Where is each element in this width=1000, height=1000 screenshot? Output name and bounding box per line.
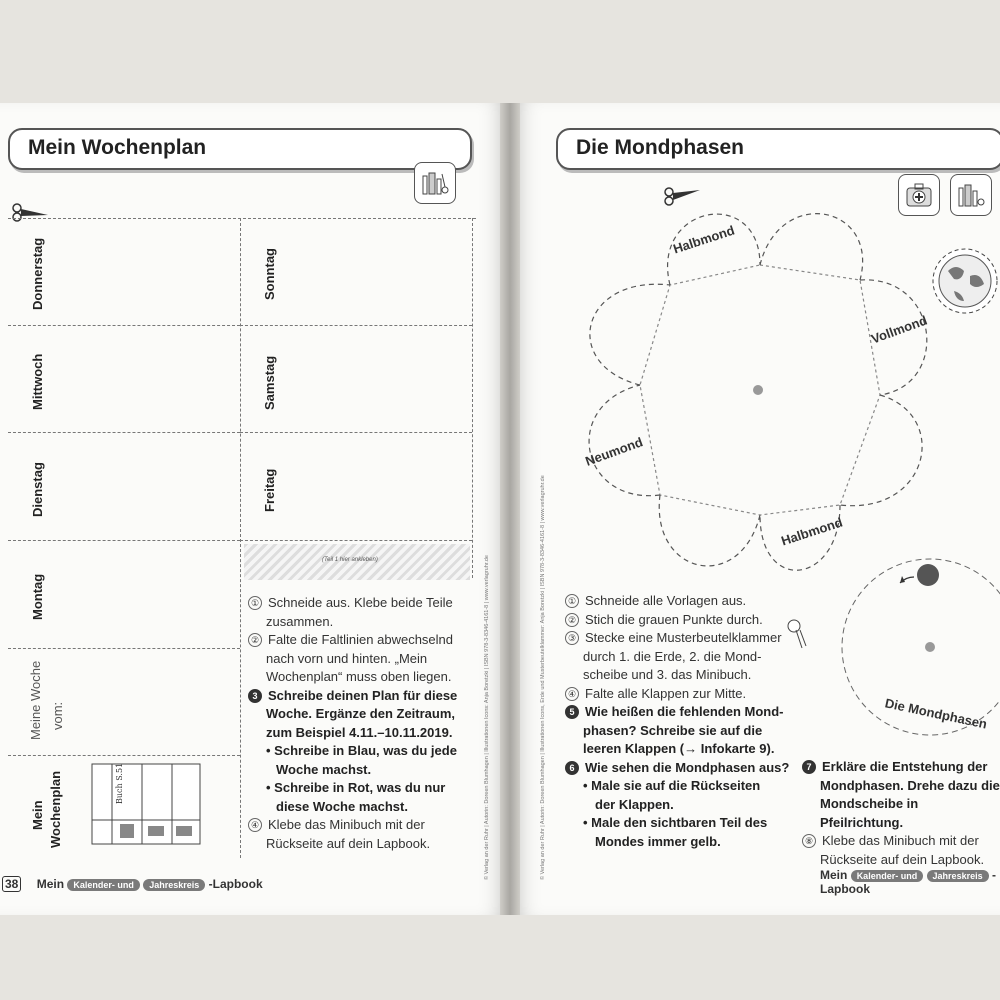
right-page-title: Die Mondphasen <box>576 136 745 159</box>
meine-woche-label: Meine Woche <box>28 660 43 740</box>
day-label-samstag: Samstag <box>262 355 277 410</box>
scissors-icon-right <box>664 186 704 211</box>
mein-label: Mein <box>30 800 45 830</box>
day-label-sonntag: Sonntag <box>262 248 277 300</box>
glue-note: (Teil 1 hier ankleben) <box>322 557 378 563</box>
vom-label: vom: <box>50 701 65 730</box>
wochenplan-illustration <box>90 760 205 855</box>
right-footer: Mein Kalender- und Jahreskreis -Lapbook <box>820 868 996 896</box>
earth-icon <box>930 246 1000 321</box>
left-instructions: ① Schneide aus. Klebe beide Teile zusammen. ② Falte die Faltlinien abwechselnd nach vorn und hinten. „Mein Wochenplan“ muss oben liegen. 3 Schreibe deinen Plan für diese Woche. Ergänze den Zeitraum, zum Beispiel 4.11.–10.11.2019. • Schreibe in Blau, was du jede Woche machst. • Schreibe in Rot, was du nur diese Woche machst. ④ Klebe das Minibuch mit der Rückseite auf dein Lapbook. <box>248 594 484 853</box>
petal-label-bottom: Halbmond <box>779 514 845 549</box>
petal-label-left: Neumond <box>583 434 645 469</box>
petal-label-top: Halbmond <box>671 222 737 257</box>
craft-tools-icon-right <box>950 174 992 216</box>
day-label-mittwoch: Mittwoch <box>30 353 45 410</box>
glue-strip <box>244 544 470 580</box>
petal-label-right: Vollmond <box>869 312 930 347</box>
page-number: 38 <box>2 876 21 892</box>
day-label-dienstag: Dienstag <box>30 462 45 517</box>
left-title-bar <box>8 128 472 170</box>
wochenplan-label: Wochenplan <box>48 770 63 848</box>
book-gutter <box>500 103 520 915</box>
minibook-template <box>560 185 950 590</box>
right-instructions-col2: 7 Erkläre die Entstehung der Mondphasen. Drehe dazu die Mondscheibe in Pfeilrichtung. ⑧ Klebe das Minibuch mit der Rückseite auf dein Lapbook. <box>802 758 1000 869</box>
right-instructions-col1: ① Schneide alle Vorlagen aus. ② Stich die grauen Punkte durch. ③ Stecke eine Musterbeutelklammer durch 1. die Erde, 2. die Mond- scheibe und 3. das Minibuch. ④ Falte alle Klappen zur Mitte. 5 Wie heißen die fehlenden Mond- phasen? Schreibe sie auf die leeren Klappen (→ Infokarte 9). 6 Wie sehen die Mondphasen aus? • Male sie auf die Rückseiten der Klappen. • Male den sichtbaren Teil des Mondes immer gelb. <box>565 592 805 851</box>
left-footer: 38 Mein Kalender- und Jahreskreis -Lapbook <box>2 877 263 891</box>
left-copyright: © Verlag an der Ruhr | Autorin: Doreen Blumhagen | Illustrationen Icons: Anja Boretzki | ISBN 978-3-8346-4161-8 | www.verlagruhr.de <box>484 555 490 880</box>
right-copyright: © Verlag an der Ruhr | Autorin: Doreen Blumhagen | Illustrationen Icons, Erde und Musterbeutelklammer: Anja Boretzki | ISBN 978-3-8346-4161-8 | www.verlagruhr.de <box>540 475 546 880</box>
day-label-montag: Montag <box>30 573 45 620</box>
right-title-bar <box>556 128 1000 170</box>
svg-text:Buch S.51: Buch S.51 <box>115 762 124 804</box>
craft-tools-icon <box>414 162 456 204</box>
day-label-donnerstag: Donnerstag <box>30 237 45 310</box>
left-page-title: Mein Wochenplan <box>28 136 207 159</box>
moon-disc-label: Die Mondphasen <box>883 695 989 732</box>
day-label-freitag: Freitag <box>262 468 277 512</box>
